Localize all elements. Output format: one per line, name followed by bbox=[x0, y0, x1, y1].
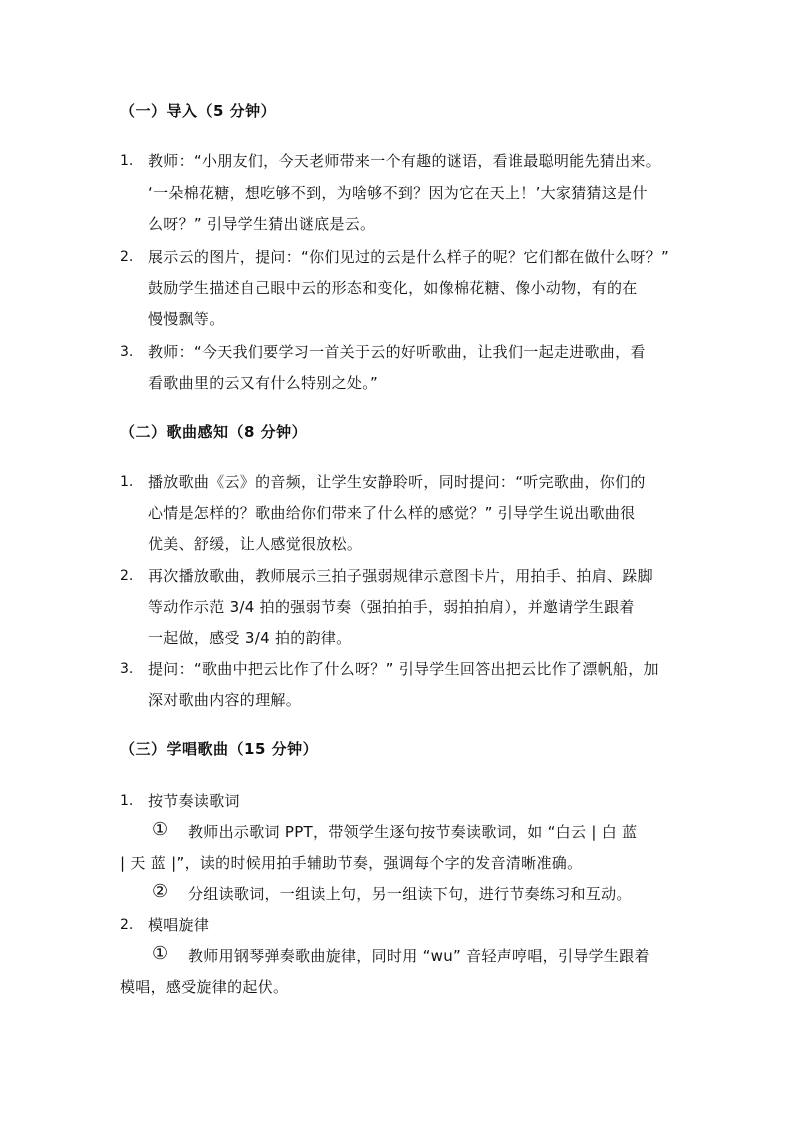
list-number: 2. bbox=[120, 249, 134, 265]
paragraph-line: 模唱，感受旋律的起伏。 bbox=[120, 978, 289, 996]
paragraph-line: 教师：“今天我们要学习一首关于云的好听歌曲，让我们一起走进歌曲，看 bbox=[148, 343, 646, 361]
paragraph-line: 一起做，感受 3/4 拍的韵律。 bbox=[148, 629, 352, 647]
paragraph-line: 播放歌曲《云》的音频，让学生安静聆听，同时提问：“听完歌曲，你们的 bbox=[148, 473, 646, 491]
paragraph-line: 教师出示歌词 PPT，带领学生逐句按节奏读歌词，如 “白云 | 白 蓝 bbox=[188, 823, 638, 841]
section-heading: （一）导入（5 分钟） bbox=[120, 102, 277, 120]
list-number: 2. bbox=[120, 568, 134, 584]
circled-number: ① bbox=[152, 943, 169, 964]
paragraph-line: 教师：“小朋友们，今天老师带来一个有趣的谜语，看谁最聪明能先猜出来。 bbox=[148, 152, 661, 170]
paragraph-line: | 天 蓝 |”，读的时候用拍手辅助节奏，强调每个字的发音清晰准确。 bbox=[120, 854, 583, 872]
subsection-title: 模唱旋律 bbox=[148, 916, 210, 934]
list-number: 3. bbox=[120, 344, 134, 360]
paragraph-line: 再次播放歌曲，教师展示三拍子强弱规律示意图卡片，用拍手、拍肩、跺脚 bbox=[148, 567, 653, 585]
circled-number: ① bbox=[152, 819, 169, 840]
circled-number: ② bbox=[152, 881, 169, 902]
paragraph-line: 么呀？” 引导学生猜出谜底是云。 bbox=[148, 215, 376, 233]
paragraph-line: 看歌曲里的云又有什么特别之处。” bbox=[148, 374, 379, 392]
paragraph-line: 提问：“歌曲中把云比作了什么呀？” 引导学生回答出把云比作了漂帆船，加 bbox=[148, 660, 659, 678]
paragraph-line: 深对歌曲内容的理解。 bbox=[148, 691, 302, 709]
section-heading: （三）学唱歌曲（15 分钟） bbox=[120, 740, 319, 758]
list-number: 1. bbox=[120, 153, 134, 169]
paragraph-line: 教师用钢琴弹奏歌曲旋律，同时用 “wu” 音轻声哼唱，引导学生跟着 bbox=[188, 947, 650, 965]
subsection-title: 按节奏读歌词 bbox=[148, 792, 240, 810]
paragraph-line: 分组读歌词，一组读上句，另一组读下句，进行节奏练习和互动。 bbox=[188, 885, 632, 903]
paragraph-line: ‘一朵棉花糖，想吃够不到，为啥够不到？因为它在天上！’大家猜猜这是什 bbox=[148, 184, 648, 202]
paragraph-line: 心情是怎样的？歌曲给你们带来了什么样的感觉？” 引导学生说出歌曲很 bbox=[148, 504, 636, 522]
list-number: 2. bbox=[120, 917, 134, 933]
list-number: 3. bbox=[120, 661, 134, 677]
section-heading: （二）歌曲感知（8 分钟） bbox=[120, 423, 308, 441]
paragraph-line: 鼓励学生描述自己眼中云的形态和变化，如像棉花糖、像小动物，有的在 bbox=[148, 279, 638, 297]
paragraph-line: 等动作示范 3/4 拍的强弱节奏（强拍拍手，弱拍拍肩），并邀请学生跟着 bbox=[148, 598, 635, 616]
paragraph-line: 优美、舒缓，让人感觉很放松。 bbox=[148, 535, 363, 553]
list-number: 1. bbox=[120, 793, 134, 809]
list-number: 1. bbox=[120, 474, 134, 490]
paragraph-line: 慢慢飘等。 bbox=[148, 310, 225, 328]
paragraph-line: 展示云的图片，提问：“你们见过的云是什么样子的呢？它们都在做什么呀？” bbox=[148, 248, 670, 266]
